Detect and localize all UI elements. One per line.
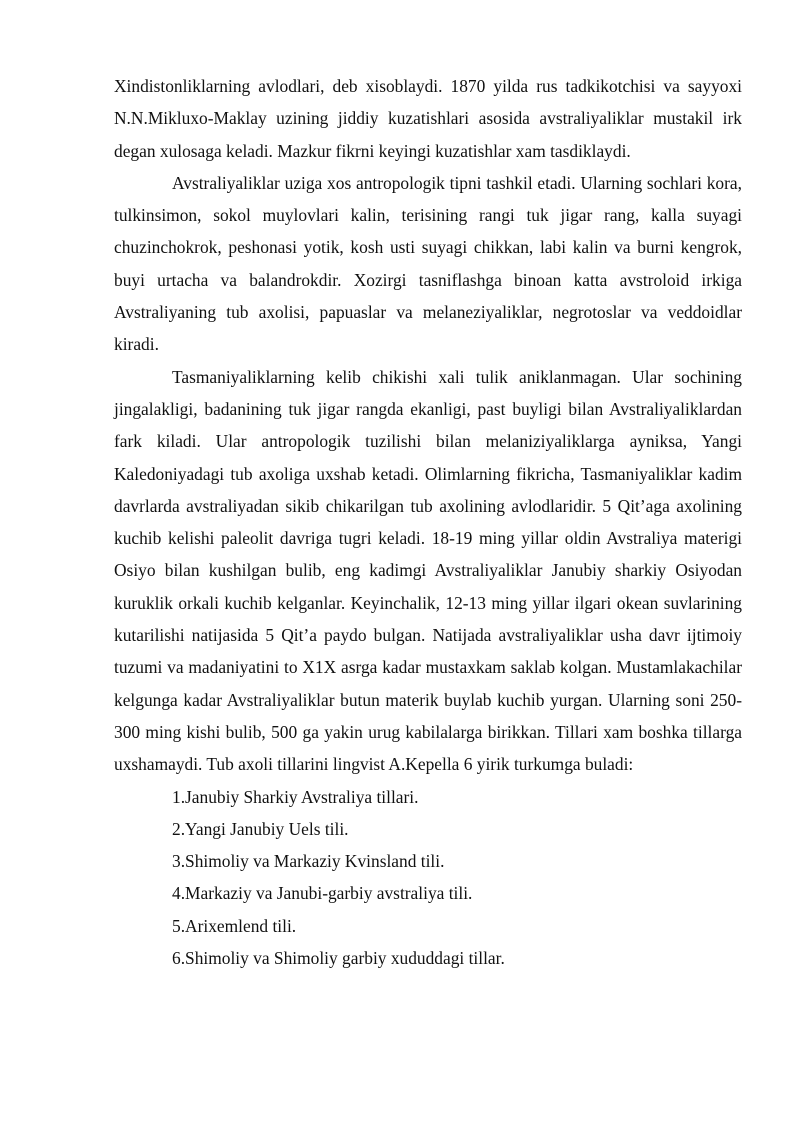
list-item: 5.Arixemlend tili. [172, 915, 297, 936]
paragraph: Xindistonliklarning avlodlari, deb xisoblaydi. 1870 yilda rus tadkikotchisi va sayyoxi N.N.Mikluxo-Maklay uzining jiddiy kuzatishlari asosida avstraliyaliklar mustakil irk degan xulosaga keladi. Mazkur fikrni keyingi kuzatishlar xam tasdiklaydi. [114, 76, 742, 161]
list-item: 4.Markaziy va Janubi-garbiy avstraliya tili. [172, 883, 473, 904]
language-group-list [114, 781, 742, 975]
list-item: 1.Janubiy Sharkiy Avstraliya tillari. [172, 786, 419, 807]
document-page [114, 70, 742, 974]
list-item: 2.Yangi Janubiy Uels tili. [172, 818, 349, 839]
list-item: 3.Shimoliy va Markaziy Kvinsland tili. [172, 851, 445, 872]
paragraph: Avstraliyaliklar uziga xos antropologik tipni tashkil etadi. Ularning sochlari kora, tulkinsimon, sokol muylovlari kalin, terisining rangi tuk jigar rang, kalla suyagi chuzinchokrok, peshonasi yotik, kosh usti suyagi chikkan, labi kalin va burni kengrok, buyi urtacha va balandrokdir. Xozirgi tasniflashga binoan katta avstroloid irkiga Avstraliyaning tub axolisi, papuaslar va melaneziyaliklar, negrotoslar va veddoidlar kiradi. [114, 172, 742, 355]
list-item: 6.Shimoliy va Shimoliy garbiy xududdagi tillar. [172, 948, 505, 969]
paragraph: Tasmaniyaliklarning kelib chikishi xali tulik aniklanmagan. Ular sochining jingalakligi, badanining tuk jigar rangda ekanligi, past buyligi bilan Avstraliyaliklardan fark kiladi. Ular antropologik tuzilishi bilan melaniziyaliklarga ayniksa, Yangi Kaledoniyadagi tub axoliga uxshab ketadi. Olimlarning fikricha, Tasmaniyaliklar kadim davrlarda avstraliyadan sikib chikarilgan tub axolining avlodlaridir. 5 Qit’aga axolining kuchib kelishi paleolit davriga tugri keladi. 18-19 ming yillar oldin Avstraliya materigi Osiyo bilan kushilgan bulib, eng kadimgi Avstraliyaliklar Janubiy sharkiy Osiyodan kuruklik orkali kuchib kelganlar. Keyinchalik, 12-13 ming yillar ilgari okean suvlarining kutarilishi natijasida 5 Qit’a paydo bulgan. Natijada avstraliyaliklar usha davr ijtimoiy tuzumi va madaniyatini to X1X asrga kadar mustaxkam saklab kolgan. Mustamlakachilar kelgunga kadar Avstraliyaliklar butun materik buylab kuchib yurgan. Ularning soni 250-300 ming kishi bulib, 500 ga yakin urug kabilalarga birikkan. Tillari xam boshka tillarga uxshamaydi. Tub axoli tillarini lingvist A.Kepella 6 yirik turkumga buladi: [114, 366, 742, 775]
